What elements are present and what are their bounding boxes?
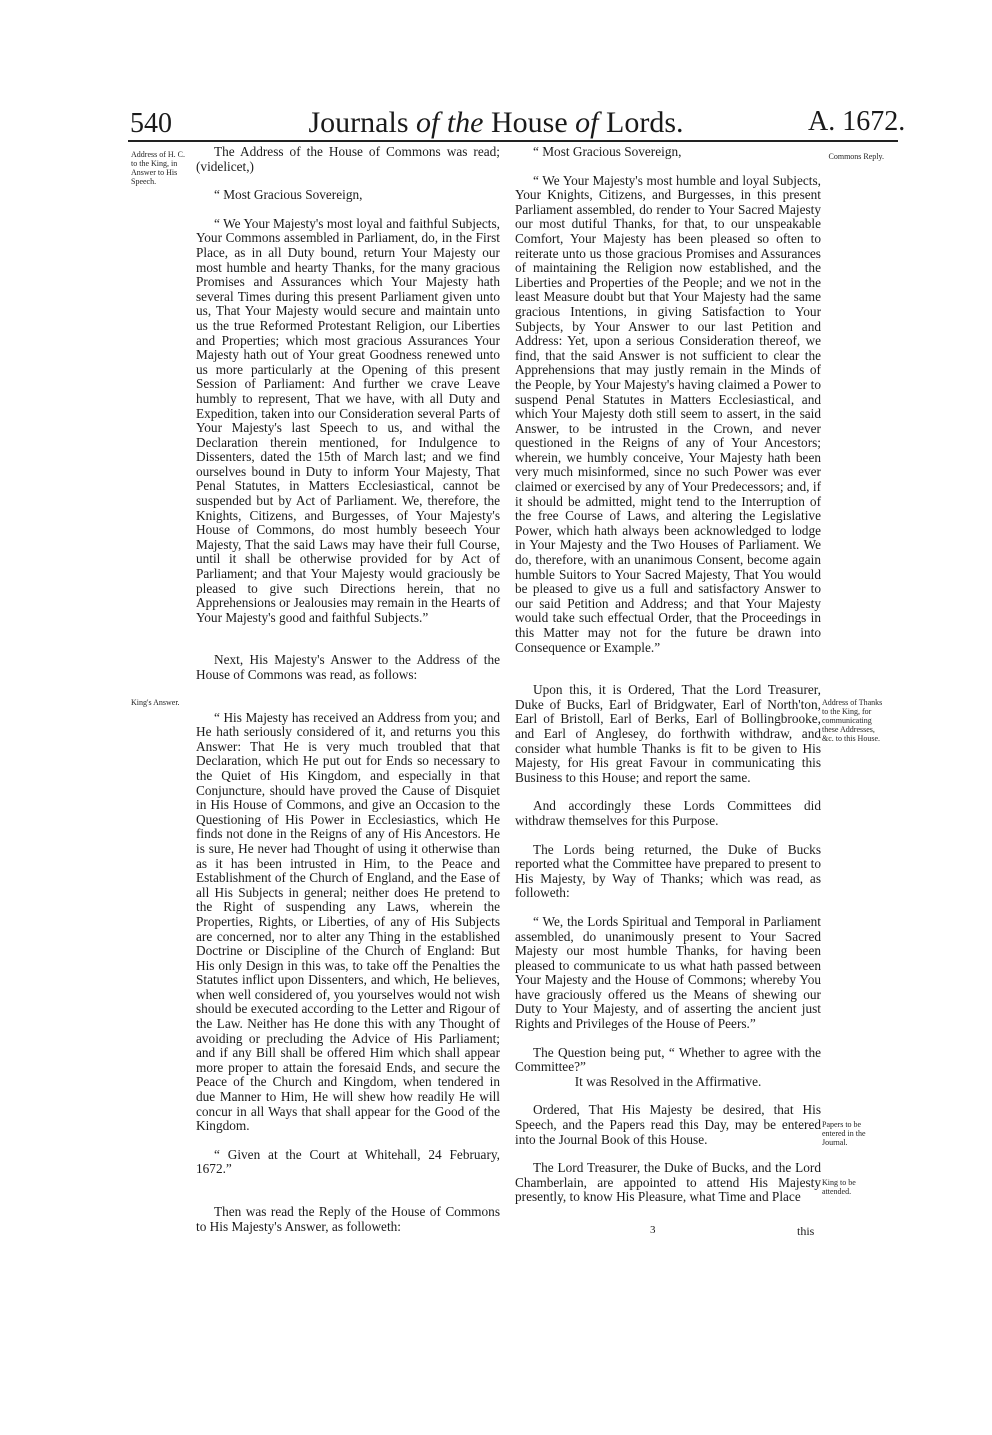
paragraph: The Question being put, “ Whether to agree with the Committee?” bbox=[515, 1044, 821, 1075]
margin-note-address-thanks: Address of Thanks to the King, for communicating these Addresses, &c. to this House. bbox=[822, 698, 883, 743]
title-part-of: of bbox=[575, 106, 599, 139]
paragraph: Next, His Majesty's Answer to the Address of the House of Commons was read, as follows: bbox=[196, 652, 500, 682]
paragraph: “ We Your Majesty's most humble and loyal Subjects, Your Knights, Citizens, and Burgesses, in this present Parliament assembled, do render to Your Sacred Majesty our most dutiful Thanks, for that, to our unspeakable Comfort, Your Majesty has been pleased so often to reiterate unto us those gracious Promises and Assurances of maintaining the Religion now established, and the Liberties and Properties of the People; and we not in the least Measure doubt but that Your Majesty had the same gracious Intentions, in giving Satisfaction to Your Subjects, by Your Answer to our last Petition and Address: Yet, upon a serious Consideration thereof, we find, that the said Answer is not sufficient to clear the Apprehensions that may justly remain in the Minds of the People, by Your Majesty's having claimed a Power to suspend Penal Statutes in Matters Ecclesiastical, and which Your Majesty doth still seem to assert, in the said Answer, to be intrusted in the Crown, and never questioned in the Reigns of any of Your Ancestors; wherein, we humbly conceive, Your Majesty hath been very much misinformed, since no such Power was ever claimed or exercised by any of Your Predecessors; and, if it should be admitted, might tend to the Interruption of the free Course of Laws, and altering the Legislative Power, which hath always been acknowledged to lodge in Your Majesty and the Two Houses of Parliament. We do, therefore, with an unanimous Consent, become again humble Suitors to Your Sacred Majesty, That You would be pleased to give us a full and satisfactory Answer to our said Petition and Address; and that Your Majesty would take such effectual Order, that the Proceedings in this Matter may not for the future be drawn into Consequence or Example.” bbox=[515, 172, 821, 655]
paragraph: And accordingly these Lords Committees did withdraw themselves for this Purpose. bbox=[515, 798, 821, 828]
paragraph: “ Most Gracious Sovereign, bbox=[214, 187, 363, 203]
page-number: 540 bbox=[130, 108, 172, 139]
right-column bbox=[515, 145, 821, 1205]
paragraph: It was Resolved in the Affirmative. bbox=[574, 1073, 762, 1089]
title-part-of-the: of the bbox=[416, 106, 484, 139]
title-part-journals: Journals bbox=[308, 106, 416, 139]
paragraph: The Lord Treasurer, the Duke of Bucks, and the Lord Chamberlain, are appointed to attend His Majesty presently, to know His Pleasure, what Time and Place bbox=[515, 1160, 821, 1205]
paragraph: Then was read the Reply of the House of Commons to His Majesty's Answer, as followeth: bbox=[196, 1204, 500, 1234]
margin-note-king-attended: King to be attended. bbox=[822, 1178, 856, 1196]
paragraph: “ We, the Lords Spiritual and Temporal in Parliament assembled, do unanimously present to Your Sacred Majesty our most humble Thanks, for having been pleased to communicate to us what hath passed between Your Majesty and the House of Commons; whereby You have graciously offered us the Means of shewing our Duty to Your Majesty, and of asserting the ancient just Rights and Privileges of the House of Peers.” bbox=[515, 913, 821, 1032]
paragraph: “ Given at the Court at Whitehall, 24 February, 1672.” bbox=[196, 1146, 500, 1177]
paragraph: The Address of the House of Commons was read; (videlicet,) bbox=[196, 144, 500, 174]
left-column bbox=[196, 145, 500, 1234]
paragraph: Ordered, That His Majesty be desired, that His Speech, and the Papers read this Day, may be entered into the Journal Book of this House. bbox=[515, 1102, 821, 1147]
margin-note-address: Address of H. C. to the King, in Answer to His Speech. bbox=[131, 150, 185, 186]
margin-note-papers-entered: Papers to be entered in the Journal. bbox=[822, 1120, 866, 1147]
paragraph: Upon this, it is Ordered, That the Lord Treasurer, Duke of Bucks, Earl of Bridgwater, Earl of North'ton, Earl of Bristoll, Earl of Berks, Earl of Bollingbrooke, and Earl of Anglesey, do forthwith withdraw, and consider what humble Thanks is fit to be given to His Majesty, for His great Favour in communicating this Business to this House; and report the same. bbox=[515, 682, 821, 785]
page-year: A. 1672. bbox=[808, 106, 906, 137]
signature-mark: 3 bbox=[650, 1224, 656, 1236]
paragraph: The Lords being returned, the Duke of Bucks reported what the Committee have prepared to present to His Majesty, by Way of Thanks; which was read, as followeth: bbox=[515, 841, 821, 901]
catchword: this bbox=[797, 1224, 815, 1238]
title-part-lords: Lords. bbox=[598, 106, 684, 139]
paragraph: “ Most Gracious Sovereign, bbox=[533, 144, 682, 159]
header-rule bbox=[128, 140, 898, 142]
margin-note-kings-answer: King's Answer. bbox=[131, 698, 180, 707]
title-part-house: House bbox=[483, 106, 576, 139]
paragraph: “ His Majesty has received an Address from you; and He hath seriously considered of it, and returns you this Answer: That He is very much troubled that that Declaration, which He put out for Ends so necessary to the Quiet of His Kingdom, and especially in that Conjuncture, should have proved the Cause of Disquiet in His House of Commons, and give an Occasion to the Questioning of His Power in Ecclesiastics, which He finds not done in the Reigns of any of His Ancestors. He is sure, He never had Thought of using it otherwise than as it has been intrusted in Him, to the Peace and Establishment of the Church of England, and the Ease of all His Subjects in general; neither does He pretend to the Right of suspending any Laws, wherein the Properties, Rights, or Liberties, of any of His Subjects are concerned, nor to alter any Thing in the established Doctrine or Discipline of the Church of England: But His only Design in this was, to take off the Penalties the Statutes inflict upon Dissenters, and which, He believes, when well considered of, you yourselves would not wish should be executed according to the Letter and Rigour of the Law. Neither has He done this with any Thought of avoiding or precluding the Advice of His Parliament; and if any Bill shall be offered Him which shall appear more proper to attain the foresaid Ends, and secure the Peace of the Church and Kingdom, when tendered in due Manner to Him, He will shew how readily He will concur in all Ways that shall appear for the Good of the Kingdom. bbox=[196, 709, 500, 1134]
paragraph: “ We Your Majesty's most loyal and faithful Subjects, Your Commons assembled in Parliament, do, in the First Place, as in all Duty bound, return Your Majesty our most humble and hearty Thanks, for the many gracious Promises and Assurances which Your Majesty hath several Times during this present Parliament given unto us, That Your Majesty would secure and maintain unto us the true Reformed Protestant Religion, our Liberties and Properties; which most gracious Assurances Your Majesty hath out of Your great Goodness renewed unto us more particularly at the Opening of this present Session of Parliament: And further we crave Leave humbly to represent, That we have, with all Duty and Expedition, taken into our Consideration several Parts of Your Majesty's last Speech to us, and withal the Declaration therein mentioned, for Indulgence to Dissenters, dated the 15th of March last; and we find ourselves bound in Duty to inform Your Majesty, That Penal Statutes, in Matters Ecclesiastical, cannot be suspended but by Act of Parliament. We, therefore, the Knights, Citizens, and Burgesses, of Your Majesty's House of Commons, do most humbly beseech Your Majesty, That the said Laws may have their full Course, until it shall be otherwise provided for by Act of Parliament; and that Your Majesty would graciously be pleased to give such Directions herein, that no Apprehensions or Jealousies may remain in the Hearts of Your Majesty's good and faithful Subjects.” bbox=[196, 215, 500, 625]
margin-note-commons-reply: Commons Reply. bbox=[828, 152, 884, 161]
